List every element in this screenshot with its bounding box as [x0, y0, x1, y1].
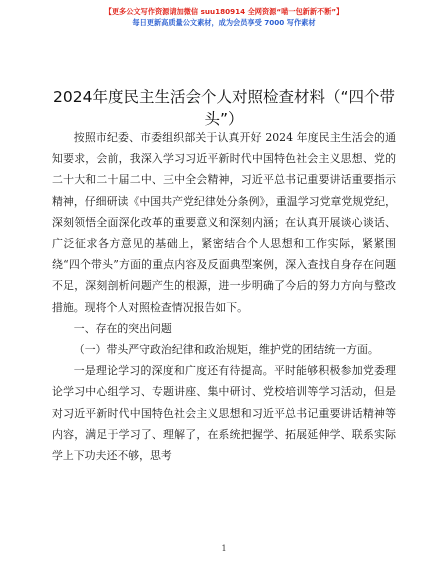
subsection-heading: （一）带头严守政治纪律和政治规矩，维护党的团结统一方面。 [73, 343, 379, 357]
intro-paragraph: 按照市纪委、市委组织部关于认真开好 2024 年度民主生活会的通知要求，会前，我深入学习习近平新时代中国特色社会主义思想、党的二十大和二十届二中、三中全会精神，习近平总书记重要讲话重要指示精神，仔细研读《中国共产党纪律处分条例》，重温学习党章党规党纪，深刻领悟全面深化改革的重要意义和深刻内涵；在认真开展谈心谈话、广泛征求各方意见的基础上，紧密结合个人思想和工作实际，紧紧围绕“四个带头”方面的重点内容及反面典型案例，深入查找自身存在问题不足，深刻剖析问题产生的根源，进一步明确了今后的努力方向与整改措施。现将个人对照检查情况报告如下。 [52, 131, 396, 314]
promo-banner [0, 6, 448, 28]
page-number: 1 [221, 544, 227, 553]
banner-line-2: 每日更新高质量公文素材，成为会员享受 7000 写作素材 [132, 18, 316, 27]
banner-line-1: 【更多公文写作资源请加微信 suu180914 全网资源“喵一包新新不断”】 [104, 7, 344, 16]
document-body [52, 127, 396, 466]
document-title: 2024年度民主生活会个人对照检查材料（“四个带头”） [53, 88, 395, 128]
body-paragraph: 一是理论学习的深度和广度还有待提高。平时能够积极参加党委理论学习中心组学习、专题讲座、集中研讨、党校培训等学习活动，但是对习近平新时代中国特色社会主义思想和习近平总书记重要讲话精神等内容，满足于学习了、理解了，在系统把握学、拓展延伸学、联系实际学上下功夫还不够，思考 [52, 364, 396, 463]
section-heading: 一、存在的突出问题 [73, 321, 172, 335]
